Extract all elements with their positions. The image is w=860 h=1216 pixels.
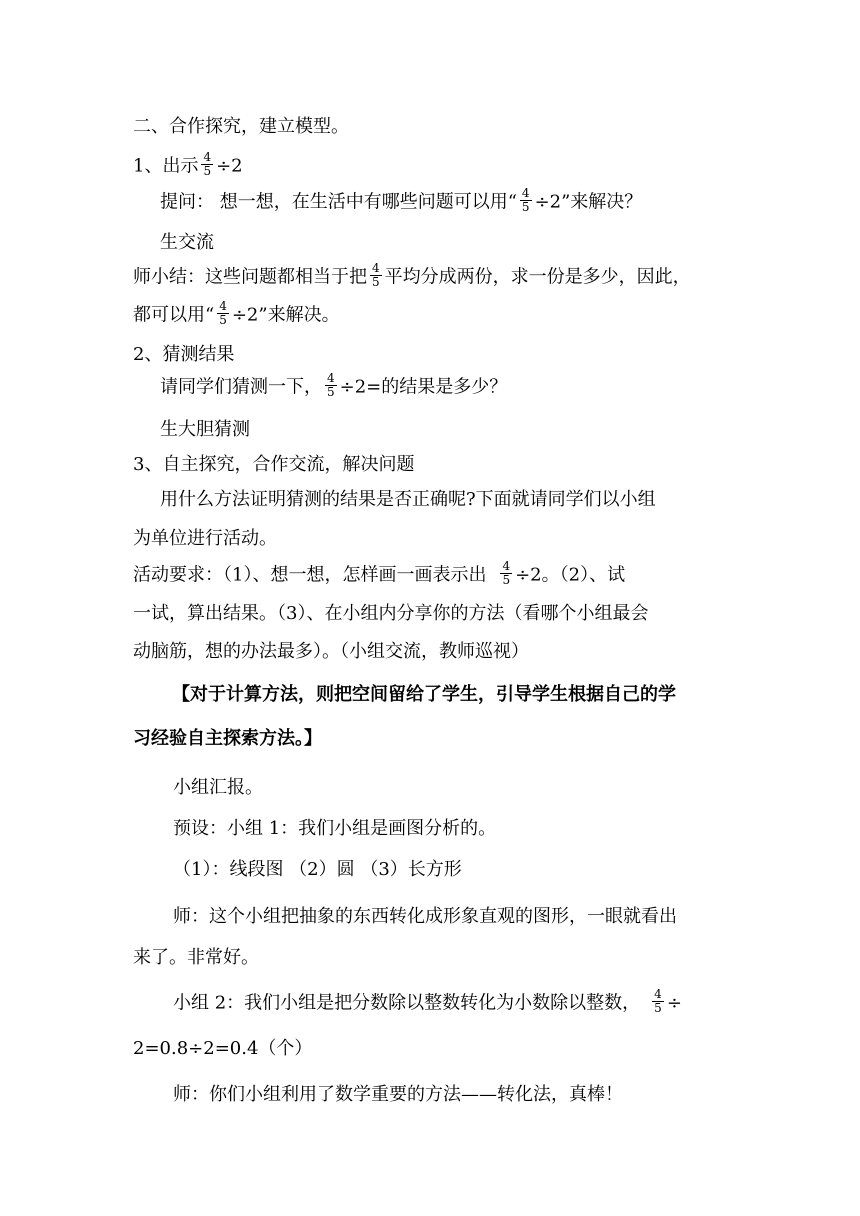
activity-line-2: 一试，算出结果。（3）、在小组内分享你的方法（看哪个小组最会 <box>133 603 649 624</box>
summary-line-1: 师小结：这些问题都相当于把 $\frac{4}{5}$ 平均分成两份，求一份是多少，因此， <box>133 261 691 289</box>
fraction: $\frac{4}{5}$ <box>203 150 212 178</box>
bold-guess-line: 生大胆猜测 <box>160 419 250 440</box>
group-2-line-1: 小组 2：我们小组是把分数除以整数转化为小数除以整数， $\frac{4}{5}$ ÷ <box>173 987 682 1015</box>
item-2-heading: 2、猜测结果 <box>133 344 235 365</box>
guess-prompt-line: 请同学们猜测一下， $\frac{4}{5}$ ÷2=的结果是多少？ <box>160 371 508 399</box>
item-1-prefix: 1、出示 <box>133 155 199 177</box>
item-3-heading: 3、自主探究，合作交流，解决问题 <box>133 454 415 475</box>
teacher-comment-line-1: 师：这个小组把抽象的东西转化成形象直观的图形，一眼就看出 <box>173 906 677 927</box>
fraction: $\frac{4}{5}$ <box>372 261 380 289</box>
fraction: $\frac{4}{5}$ <box>654 987 662 1015</box>
note-line-1: 【对于计算方法，则把空间留给了学生，引导学生根据自己的学 <box>172 684 676 705</box>
question-line <box>160 186 643 216</box>
group-2-line-2: 2=0.8÷2=0.4（个） <box>133 1038 313 1059</box>
fraction: $\frac{4}{5}$ <box>327 371 335 399</box>
method-question-line-1: 用什么方法证明猜测的结果是否正确呢?下面就请同学们以小组 <box>160 489 656 510</box>
report-line: 小组汇报。 <box>173 777 263 798</box>
summary-line-2: 都可以用“ $\frac{4}{5}$ ÷2”来解决。 <box>133 299 340 327</box>
item-1-line <box>133 150 243 180</box>
preset-line: 预设：小组 1：我们小组是画图分析的。 <box>173 818 497 839</box>
fraction: $\frac{4}{5}$ <box>219 299 227 327</box>
question-suffix: ÷2”来解决？ <box>534 191 643 213</box>
question-prefix: 提问： 想一想，在生活中有哪些问题可以用“ <box>160 191 517 213</box>
activity-line-1: 活动要求：（1）、想一想，怎样画一画表示出 $\frac{4}{5}$ ÷2。（2）、试 <box>133 559 626 587</box>
item-1-suffix: ÷2 <box>216 155 243 177</box>
fraction: $\frac{4}{5}$ <box>502 559 511 587</box>
shapes-line: （1）：线段图 （2）圆 （3）长方形 <box>173 859 462 880</box>
activity-line-3: 动脑筋，想的办法最多）。（小组交流，教师巡视） <box>133 641 529 662</box>
section-title: 二、合作探究，建立模型。 <box>133 116 349 137</box>
note-line-2: 习经验自主探索方法。】 <box>133 728 322 749</box>
teacher-praise-line: 师：你们小组利用了数学重要的方法——转化法，真棒！ <box>173 1084 623 1105</box>
fraction: $\frac{4}{5}$ <box>521 186 530 214</box>
exchange-line: 生交流 <box>160 232 214 253</box>
method-question-line-2: 为单位进行活动。 <box>133 528 277 549</box>
teacher-comment-line-2: 来了。非常好。 <box>133 947 259 968</box>
